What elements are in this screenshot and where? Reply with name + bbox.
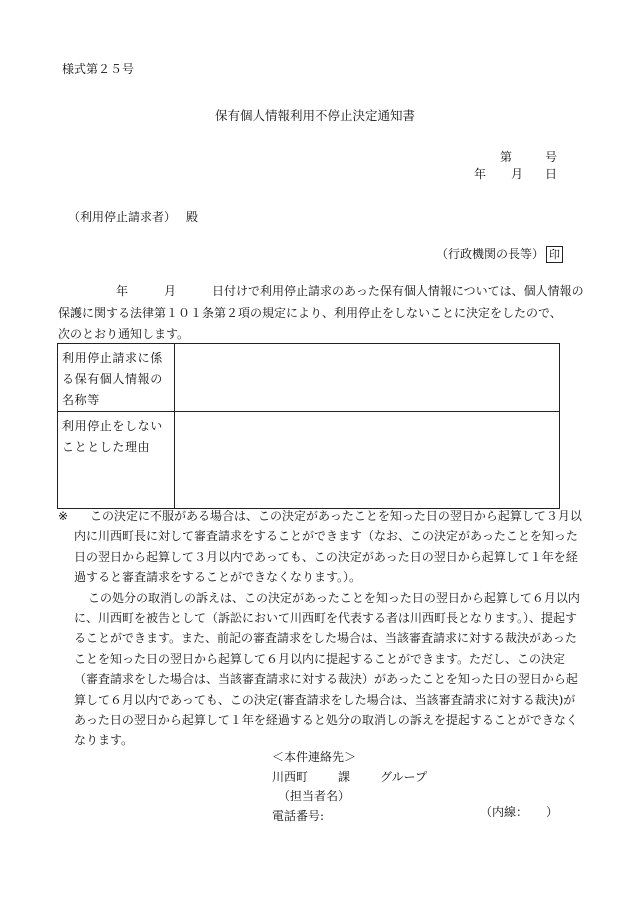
- addressee-label: （利用停止請求者）: [68, 210, 177, 224]
- contact-department: 川西町 課 グループ: [272, 769, 428, 784]
- note1-text: この決定に不服がある場合は、この決定があったことを知った日の翌日から起算して３月以内に川西町長に対して審査請求をすることができます（なお、この決定があったことを知った日の翌日から起算して３月以内であっても、この決定があった日の翌日から起算して１年を経過すると審査請求をすることができなくなります。）。: [74, 509, 582, 585]
- body-rest: 保護に関する法律第１０１条第２項の規定により、利用停止をしないことに決定をしたので、次のとおり通知します。: [58, 305, 562, 341]
- note-appeal: [58, 506, 586, 588]
- addressee: [68, 211, 198, 223]
- issuer: [436, 246, 563, 263]
- form-number: 様式第２５号: [62, 62, 135, 76]
- row1-label-line: 利用停止請求に係: [62, 351, 163, 365]
- date-month: 月: [511, 167, 524, 181]
- body-year: 年: [116, 284, 129, 298]
- seal-stamp: 印: [546, 246, 563, 263]
- contact-phone: 電話番号:: [272, 808, 325, 823]
- row1-label-line: る保有個人情報の: [62, 372, 163, 386]
- notes-section: [58, 506, 586, 751]
- date-year: 年: [474, 167, 487, 181]
- note-lawsuit: [66, 588, 586, 751]
- document-title: 保有個人情報利用不停止決定通知書: [214, 108, 415, 123]
- row2-label-cell: [58, 412, 175, 509]
- row2-label-line: 利用停止をしない: [62, 419, 163, 433]
- contact-block: [272, 748, 427, 826]
- number-dai: 第: [500, 150, 513, 164]
- note2-text: この処分の取消しの訴えは、この決定があったことを知った日の翌日から起算して６月以内に、川西町を被告として（訴訟において川西町を代表する者は川西町長となります。）、提起することができます。また、前記の審査請求をした場合は、当該審査請求に対する裁決があったことを知った日の翌日から起算して６月以内に提起することができます。ただし、この決定（審査請求をした場合は、当該審査請求に対する裁決）があったことを知った日の翌日から起算して６月以内であっても、この決定(審査請求をした場合は、当該審査請求に対する裁決)があった日の翌日から起算して１年を経過すると処分の取消しの訴えを提起することができなくなります。: [74, 590, 580, 748]
- body-paragraph: [58, 281, 584, 346]
- row1-label-cell: [58, 344, 175, 412]
- table-row: [58, 344, 560, 412]
- addressee-honorific: 殿: [186, 210, 199, 224]
- body-line1: 日付けで利用停止請求のあった保有個人情報については、個人情報の: [212, 284, 584, 298]
- row2-value-cell[interactable]: [175, 412, 560, 509]
- info-table: [57, 343, 560, 509]
- note-mark: ※: [58, 509, 69, 523]
- contact-person: （担当者名）: [278, 789, 351, 803]
- row1-label-line: 名称等: [62, 393, 100, 407]
- contact-extension: （内線： ）: [480, 805, 559, 819]
- number-go: 号: [545, 150, 558, 164]
- body-month: 月: [164, 284, 177, 298]
- contact-heading: ＜本件連絡先＞: [272, 750, 357, 764]
- date-day: 日: [545, 167, 558, 181]
- issuer-label: （行政機関の長等）: [436, 247, 545, 261]
- row1-value-cell[interactable]: [175, 344, 560, 412]
- table-row: [58, 412, 560, 509]
- row2-label-line: こととした理由: [62, 440, 151, 454]
